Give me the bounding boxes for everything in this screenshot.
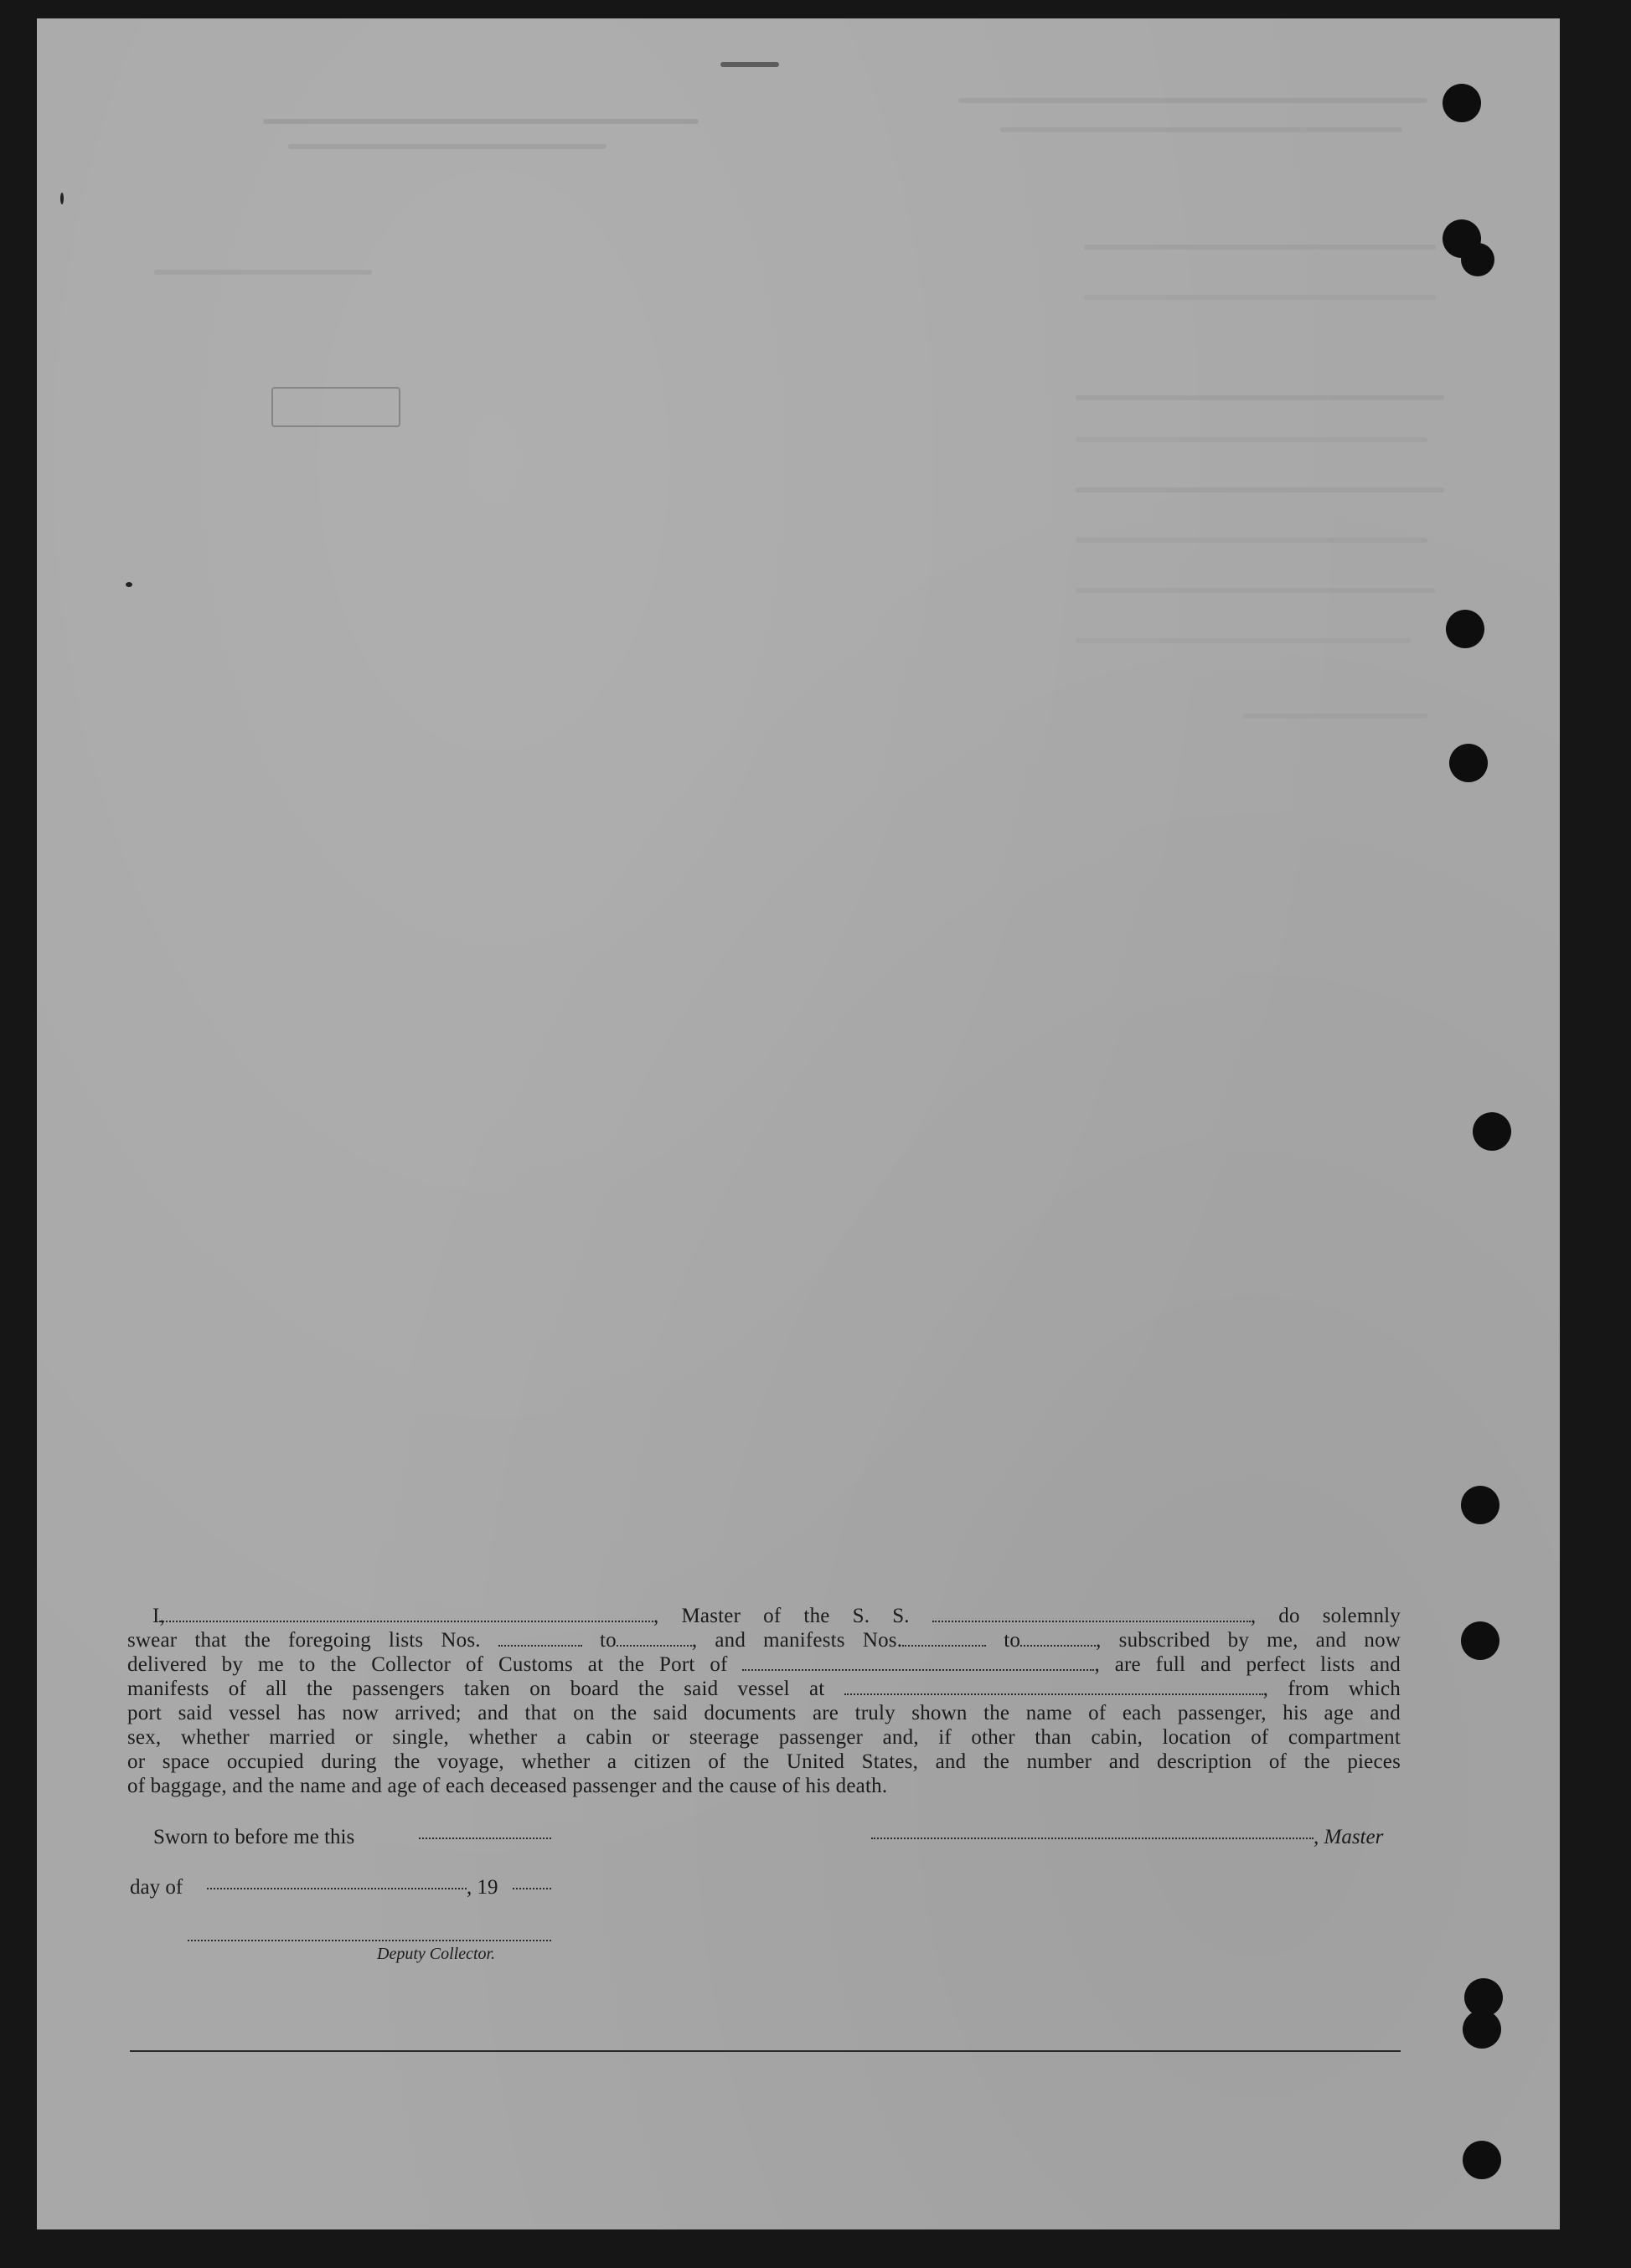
- master-signature-line[interactable]: [871, 1838, 1314, 1839]
- oath-master-of-ss: , Master of the S. S.: [653, 1605, 910, 1627]
- oath-line-5: port said vessel has now arrived; and that on the said documents are truly shown the name of each passenger, his age and: [127, 1702, 1401, 1724]
- master-name-field[interactable]: [159, 1606, 653, 1622]
- oath-to-2: to: [1004, 1629, 1021, 1652]
- deputy-collector-label: Deputy Collector.: [377, 1945, 496, 1963]
- oath-from-which: , from which: [1262, 1678, 1401, 1700]
- lists-from-field[interactable]: [498, 1630, 582, 1647]
- oath-manifests-nos: , and manifests Nos.: [691, 1629, 903, 1652]
- oath-line-3: [127, 1652, 1401, 1677]
- oath-subscribed: , subscribed by me, and now: [1096, 1629, 1401, 1652]
- punch-hole: [1449, 744, 1488, 782]
- oath-to-1: to: [599, 1629, 617, 1652]
- port-of-departure-field[interactable]: [844, 1678, 1263, 1695]
- oath-line-6: sex, whether married or single, whether a cabin or steerage passenger and, if other than cabin, location of compartment: [127, 1726, 1401, 1749]
- sworn-date-field[interactable]: [419, 1838, 551, 1839]
- master-oath-paragraph: [127, 1604, 1401, 1798]
- oath-line-7: or space occupied during the voyage, whether a citizen of the United States, and the number and description of the pieces: [127, 1750, 1401, 1773]
- punch-hole: [1473, 1112, 1511, 1151]
- oath-swear-lists: swear that the foregoing lists Nos.: [127, 1629, 481, 1652]
- document-page: [37, 18, 1560, 2229]
- manifests-from-field[interactable]: [902, 1630, 986, 1647]
- port-of-arrival-field[interactable]: [742, 1654, 1094, 1671]
- oath-full-perfect: , are full and perfect lists and: [1094, 1653, 1401, 1676]
- vessel-name-field[interactable]: [932, 1606, 1251, 1622]
- punch-hole: [1463, 2141, 1501, 2179]
- punch-hole: [1461, 243, 1494, 276]
- oath-line-4: [127, 1677, 1401, 1701]
- oath-line-1: [127, 1604, 1401, 1628]
- ink-speck: [720, 62, 779, 67]
- ink-speck: [126, 582, 132, 587]
- oath-line-2: [127, 1628, 1401, 1652]
- punch-hole: [1443, 84, 1481, 122]
- master-label: , Master: [1314, 1826, 1384, 1848]
- bottom-rule: [130, 2050, 1401, 2052]
- lists-to-field[interactable]: [617, 1630, 692, 1647]
- day-of-month-field[interactable]: [207, 1888, 467, 1889]
- punch-hole: [1461, 1621, 1499, 1660]
- year-field[interactable]: [513, 1888, 551, 1889]
- ink-speck: [60, 193, 64, 204]
- oath-manifests-taken: manifests of all the passengers taken on board the said vessel at: [127, 1678, 825, 1700]
- punch-hole: [1446, 610, 1484, 648]
- year-prefix-label: , 19: [467, 1876, 498, 1899]
- oath-i: I,: [152, 1605, 165, 1627]
- punch-hole: [1463, 2010, 1501, 2049]
- sworn-label: Sworn to before me this: [153, 1826, 355, 1848]
- oath-do-solemnly: , do solemnly: [1250, 1605, 1401, 1627]
- punch-hole: [1461, 1486, 1499, 1524]
- oath-line-8: of baggage, and the name and age of each deceased passenger and the cause of his death.: [127, 1775, 888, 1797]
- day-of-label: day of: [130, 1876, 183, 1899]
- oath-delivered: delivered by me to the Collector of Customs at the Port of: [127, 1653, 728, 1676]
- manifests-to-field[interactable]: [1020, 1630, 1096, 1647]
- deputy-collector-signature-line[interactable]: [188, 1940, 551, 1941]
